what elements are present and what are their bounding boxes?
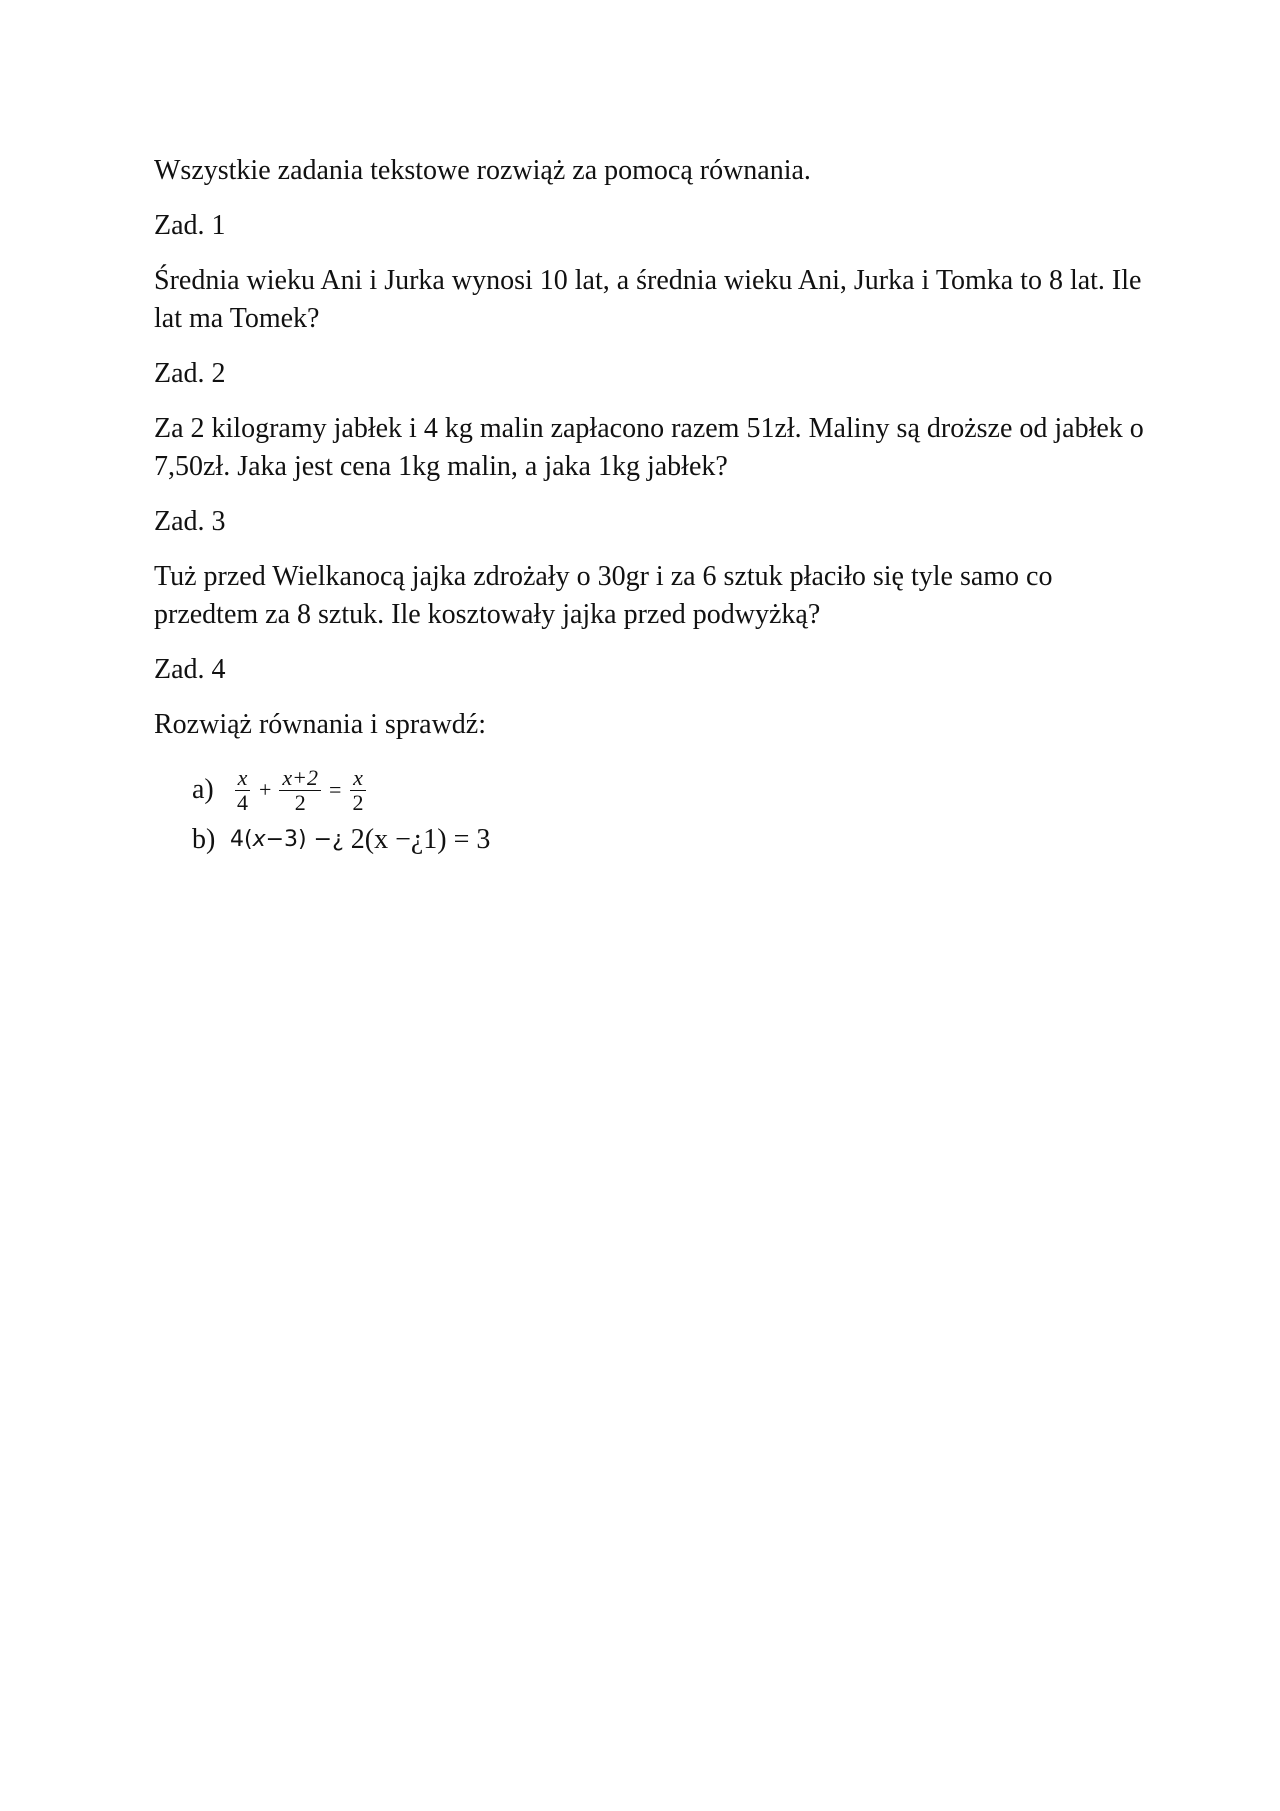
- task-2-text: Za 2 kilogramy jabłek i 4 kg malin zapłacono razem 51zł. Maliny są droższe od jabłek o 7,50zł. Jaka jest cena 1kg malin, a jaka 1kg jabłek?: [154, 413, 1144, 482]
- fraction-numerator: x: [235, 766, 251, 791]
- task-2-heading: Zad. 2: [154, 358, 226, 389]
- minus-three-close: −3): [265, 827, 307, 852]
- fraction-denominator: 4: [237, 789, 248, 815]
- task-4-text: Rozwiąż równania i sprawdź:: [154, 709, 486, 740]
- open-paren: (: [244, 827, 253, 852]
- equation-b-marker: b): [192, 824, 216, 855]
- document-content: [154, 152, 1144, 861]
- fraction-numerator: x: [350, 766, 366, 791]
- task-3-heading: Zad. 3: [154, 506, 226, 537]
- intro-text: Wszystkie zadania tekstowe rozwiąż za pomocą równania.: [154, 155, 811, 186]
- equation-b-math-part2: 2(x −¿1) = 3: [343, 824, 491, 855]
- coefficient: 4: [230, 827, 244, 852]
- variable-x: x: [252, 827, 266, 852]
- fraction-denominator: 2: [352, 789, 364, 815]
- task-1-text: Średnia wieku Ani i Jurka wynosi 10 lat, a średnia wieku Ani, Jurka i Tomka to 8 lat. Ile lat ma Tomek?: [154, 265, 1142, 334]
- equals-sign: =: [329, 777, 342, 802]
- equation-b: [192, 819, 1144, 861]
- equation-a-marker: a): [192, 774, 214, 805]
- plus-sign: +: [259, 777, 272, 802]
- fraction-x-plus-2-over-2: [279, 766, 321, 815]
- broken-operator: −¿: [306, 827, 344, 852]
- equation-list: [154, 761, 1144, 861]
- task-3-text: Tuż przed Wielkanocą jajka zdrożały o 30gr i za 6 sztuk płaciło się tyle samo co przedtem za 8 sztuk. Ile kosztowały jajka przed podwyżką?: [154, 561, 1053, 630]
- fraction-x-over-4: [234, 766, 251, 815]
- equation-a: [192, 761, 1144, 819]
- equation-a-math: [230, 766, 370, 815]
- task-4-heading: Zad. 4: [154, 654, 226, 685]
- fraction-x-over-2: [349, 766, 366, 815]
- task-1-heading: Zad. 1: [154, 210, 226, 241]
- fraction-denominator: 2: [294, 789, 306, 815]
- equation-b-math-part1: [230, 821, 344, 859]
- fraction-numerator: x+2: [279, 766, 321, 791]
